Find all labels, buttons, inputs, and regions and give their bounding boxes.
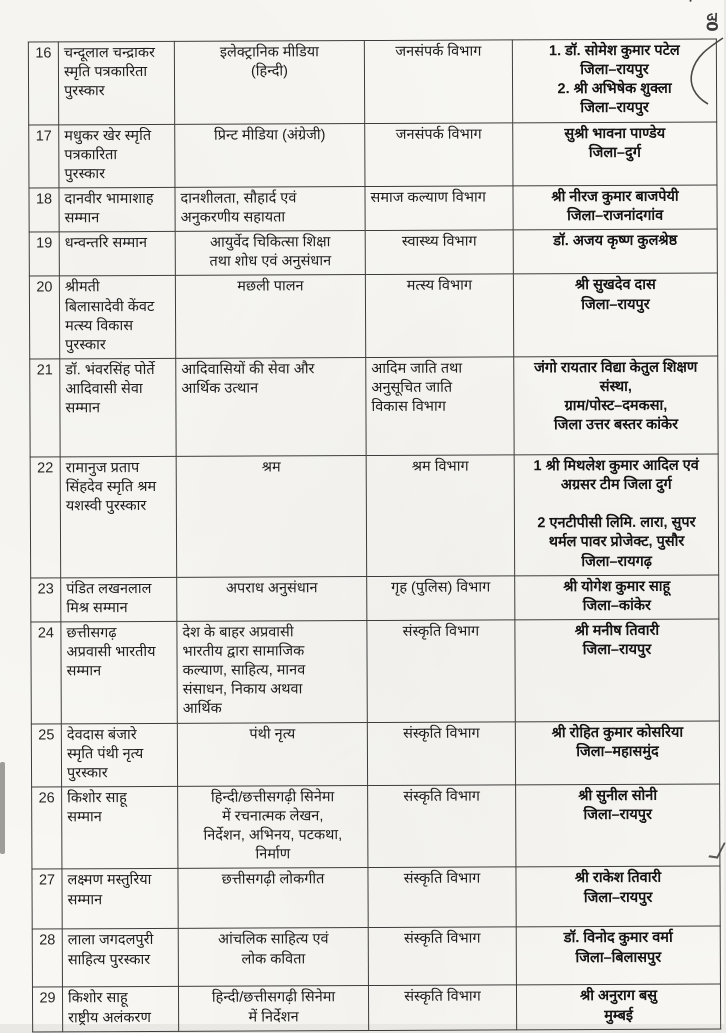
row-number: 22 [30,457,61,578]
award-name: श्रीमती बिलासादेवी केंवट मत्स्य विकास पुरस्कार [59,276,175,359]
recipient-name: सुश्री भावना पाण्डेय जिला–दुर्ग [513,122,717,186]
department-name: संस्कृति विभाग [368,867,516,928]
table-row [30,454,719,578]
row-number: 17 [29,124,59,188]
row-number: 23 [31,577,61,621]
recipient-name: जंगो रायतार विद्या केतुल शिक्षण संस्था, ग्राम/पोस्ट–दमकसा, जिला उत्तर बस्तर कांकेर [514,356,718,455]
award-name: दानवीर भामाशाह सम्मान [59,187,175,232]
row-number: 29 [32,987,62,1032]
department-name: संस्कृति विभाग [368,985,516,1031]
table-row [32,984,720,1032]
award-field: पंथी नृत्य [177,722,367,786]
recipient-name: डॉ. विनोद कुमार वर्मा जिला–बिलासपुर [516,926,720,985]
recipient-name: डॉ. अजय कृष्ण कुलश्रेष्ठ [513,229,717,274]
award-field: आदिवासियों की सेवा और आर्थिक उत्थान [176,357,366,456]
department-name: मत्स्य विभाग [365,274,513,357]
award-field: आंचलिक साहित्य एवं लोक कविता [178,928,368,987]
recipient-name: 1 श्री मिथलेश कुमार आदिल एवं अग्रसर टीम जिला दुर्ग 2 एनटीपीसी लिमि. लारा, सुपर थर्मल पावर प्रोजेक्ट, पुसौर जिला–रायगढ़ [514,454,719,576]
handwritten-corner-note-2: उ0 [703,12,722,32]
row-number: 28 [32,929,62,987]
award-field: श्रम [176,455,367,577]
row-number: 21 [30,359,60,457]
award-field: देश के बाहर अप्रवासी भारतीय द्वारा सामाजिक कल्याण, साहित्य, मानव संसाधन, निकाय अथवा आर्थिक [177,620,367,722]
table-row [31,575,719,622]
award-name: किशोर साहू सम्मान [62,786,178,869]
recipient-name: श्री योगेश कुमार साहू जिला–कांकेर [515,575,719,620]
award-field: अपराध अनुसंधान [177,576,367,621]
recipient-name: श्री सुखदेव दास जिला–रायपुर [513,273,717,356]
row-number: 26 [32,787,62,870]
row-number: 18 [29,188,59,232]
award-name: लाला जगदलपुरी साहित्य पुरस्कार [62,929,178,988]
award-name: धन्वन्तरि सम्मान [59,231,175,276]
award-name: देवदास बंजारे स्मृति पंथी नृत्य पुरस्कार [61,723,177,787]
row-number: 16 [28,42,58,125]
department-name: संस्कृति विभाग [367,620,515,722]
table-row [29,229,717,276]
table-row [31,619,719,724]
award-name: छत्तीसगढ़ अप्रवासी भारतीय सम्मान [61,621,177,723]
recipient-name: 1. डॉ. सोमेश कुमार पटेल जिला–रायपुर 2. श्री अभिषेक शुक्ला जिला–रायपुर [512,39,716,122]
table-row [30,356,718,457]
department-name: समाज कल्याण विभाग [365,186,513,231]
award-field: दानशीलता, सौहार्द एवं अनुकरणीय सहायता [175,186,365,231]
recipient-name: श्री नीरज कुमार बाजपेयी जिला–राजनांदगांव [513,185,717,230]
department-name: जनसंपर्क विभाग [364,40,512,123]
department-name: स्वास्थ्य विभाग [365,230,513,275]
award-name: चन्दूलाल चन्द्राकर स्मृति पत्रकारिता पुरस्कार [58,41,174,124]
department-name: संस्कृति विभाग [368,927,516,986]
row-number: 19 [29,232,59,276]
department-name: संस्कृति विभाग [367,721,515,785]
award-field: आयुर्वेद चिकित्सा शिक्षा तथा शोध एवं अनुसंधान [175,231,365,276]
award-name: मधुकर खेर स्मृति पत्रकारिता पुरस्कार [59,124,175,188]
scan-edge-artifact [0,762,5,854]
handwritten-corner-note [676,0,701,2]
recipient-name: श्री रोहित कुमार कोसरिया जिला–महासमुंद [515,720,719,784]
table-row [31,720,719,786]
row-number: 27 [32,869,62,929]
awards-table [28,39,721,1033]
award-field: मछली पालन [175,275,365,358]
award-field: प्रिन्ट मीडिया (अंग्रेजी) [175,123,365,187]
award-field: छत्तीसगढ़ी लोकगीत [178,868,368,929]
table-row [32,926,720,987]
department-name: जनसंपर्क विभाग [365,122,513,186]
award-name: लक्ष्मण मस्तुरिया सम्मान [62,869,178,930]
row-number: 20 [29,276,59,359]
award-field: हिन्दी/छत्तीसगढ़ी सिनेमा में रचनात्मक लेखन, निर्देशन, अभिनय, पटकथा, निर्माण [178,785,368,868]
department-name: संस्कृति विभाग [368,785,516,868]
award-name: डॉ. भंवरसिंह पोर्ते आदिवासी सेवा सम्मान [60,358,176,457]
recipient-name: श्री सुनील सोनी जिला–रायपुर [516,784,720,867]
award-field: हिन्दी/छत्तीसगढ़ी सिनेमा में निर्देशन [178,986,368,1032]
table-row [29,185,717,232]
table-row [29,122,717,188]
table-row [29,273,717,359]
award-name: रामानुज प्रताप सिंहदेव स्मृति श्रम यशस्वी पुरस्कार [60,456,177,577]
department-name: श्रम विभाग [366,455,515,576]
recipient-name: श्री राकेश तिवारी जिला–रायपुर [516,866,720,927]
award-name: पंडित लखनलाल मिश्र सम्मान [61,577,177,622]
awards-table-body [28,39,720,1032]
row-number: 24 [31,622,61,724]
department-name: गृह (पुलिस) विभाग [367,576,515,621]
row-number: 25 [31,723,61,787]
table-row [28,39,716,125]
recipient-name: श्री मनीष तिवारी जिला–रायपुर [515,619,719,722]
department-name: आदिम जाति तथा अनुसूचित जाति विकास विभाग [366,357,514,456]
recipient-name: श्री अनुराग बसु मुम्बई [516,984,720,1030]
award-field: इलेक्ट्रानिक मीडिया (हिन्दी) [174,41,364,124]
table-row [32,784,720,870]
award-name: किशोर साहू राष्ट्रीय अलंकरण [62,987,178,1033]
table-row [32,866,720,929]
